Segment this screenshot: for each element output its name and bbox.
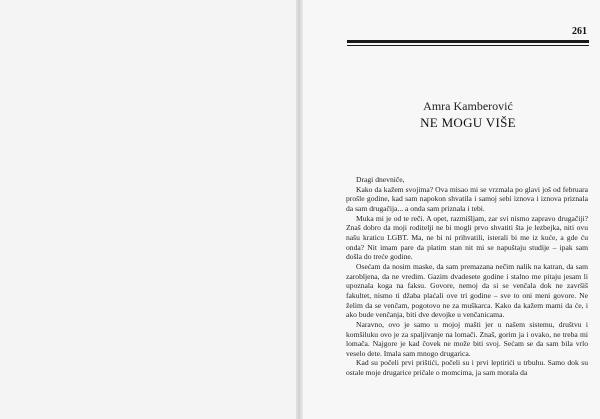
story-body xyxy=(346,175,588,378)
salutation: Dragi dnevniče, xyxy=(356,175,405,184)
author-name: Amra Kamberović xyxy=(423,99,513,113)
right-page xyxy=(303,0,600,419)
paragraph-2: Muka mi je od te reči. A opet, razmišljam, zar svi nismo zapravo drugačiji? Znaš dobro da moji roditelji ne bi mogli prvo shvatiti šta je lezbejka, niti ovu našu kraticu LGBT. Ma, ne bi ni prihvatili, isterali bi me iz kuće, a gde ću onda? Nit imam pare da platim stan nit mi se napuštaju studije – ipak sam došla do treće godine. xyxy=(346,213,588,262)
story-title: NE MOGU VIŠE xyxy=(420,115,516,130)
left-page xyxy=(0,0,298,419)
header-rule-thin xyxy=(347,45,589,46)
header-rule-thick xyxy=(347,40,589,43)
paragraph-5: Kad su počeli prvi prištići, počeli su i prvi leptirići u trbuhu. Samo dok su ostale moje drugarice pričale o momcima, ja sam morala da xyxy=(346,358,588,378)
paragraph-4: Naravno, ovo je samo u mojoj mašti jer u našem sistemu, društvu i komšiluku ovo je za spaljivanje na lomači. Znaš, gorim ja i ovako, ne treba mi lomača. Najgore je kad čovek ne može biti svoj. Sećam se da sam bila vrlo veselo dete. Imala sam mnogo drugarica. xyxy=(346,319,588,358)
page-number: 261 xyxy=(572,26,587,37)
paragraph-3: Osećam da nosim maske, da sam premazana nečim nalik na katran, da sam zarobljena, da ne vredim. Gazim dvadesete godine i stalno me pitaju jesam li upoznala koga na faksu. Govore, nemoj da si se venčala dok ne završiš fakultet, nismo ti džaba plaćali ove tri godine – sve to oni meni govore. Ne želim da se venčam, pogotovo ne za muškarca. Kako da kažem mami da će, i ako bude venčanja, biti dve devojke u venčanicama. xyxy=(346,261,588,320)
paragraph-1: Kako da kažem svojima? Ova misao mi se vrzmala po glavi još od februara prošle godine, kad sam napokon shvatila i samoj sebi iznova i iznova priznala da sam drugačija... a onda sam priznala i tebi. xyxy=(346,184,588,213)
